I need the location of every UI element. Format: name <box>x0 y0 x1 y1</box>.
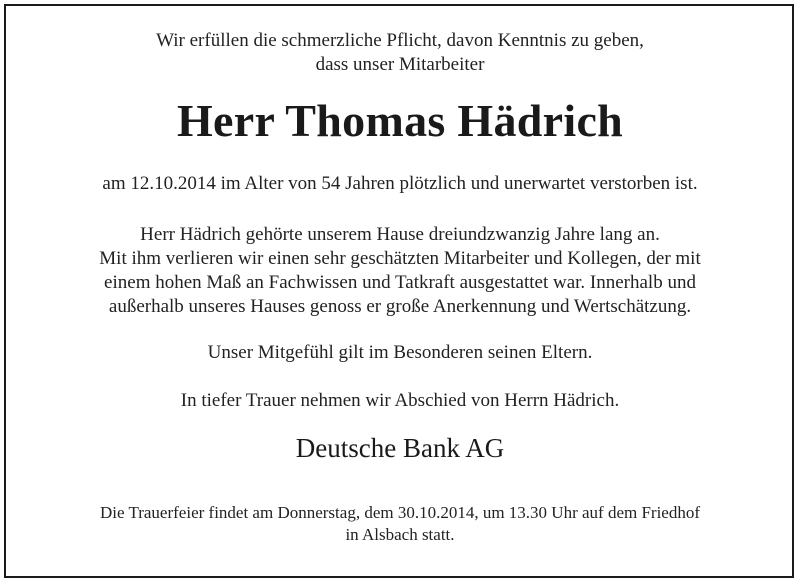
sympathy-line: Unser Mitgefühl gilt im Besonderen seinen Eltern. <box>207 342 593 363</box>
death-line: am 12.10.2014 im Alter von 54 Jahren plötzlich und unerwartet verstorben ist. <box>102 173 698 194</box>
tribute-line-1: Herr Hädrich gehörte unserem Hause dreiundzwanzig Jahre lang an. <box>140 224 660 245</box>
tribute-line-4: außerhalb unseres Hauses genoss er große Anerkennung und Wertschätzung. <box>108 296 692 317</box>
service-line-1: Die Trauerfeier findet am Donnerstag, dem 30.10.2014, um 13.30 Uhr auf dem Friedhof <box>99 503 701 522</box>
deceased-name: Herr Thomas Hädrich <box>176 95 624 146</box>
service-line-2: in Alsbach statt. <box>345 525 455 544</box>
tribute-line-3: einem hohen Maß an Fachwissen und Tatkraft ausgestattet war. Innerhalb und <box>104 272 696 293</box>
signatory: Deutsche Bank AG <box>295 433 505 463</box>
tribute-line-2: Mit ihm verlieren wir einen sehr geschätzten Mitarbeiter und Kollegen, der mit <box>99 248 701 269</box>
farewell-line: In tiefer Trauer nehmen wir Abschied von Herrn Hädrich. <box>180 390 620 411</box>
intro-line-2: dass unser Mitarbeiter <box>315 54 485 75</box>
intro-line-1: Wir erfüllen die schmerzliche Pflicht, davon Kenntnis zu geben, <box>156 30 644 51</box>
